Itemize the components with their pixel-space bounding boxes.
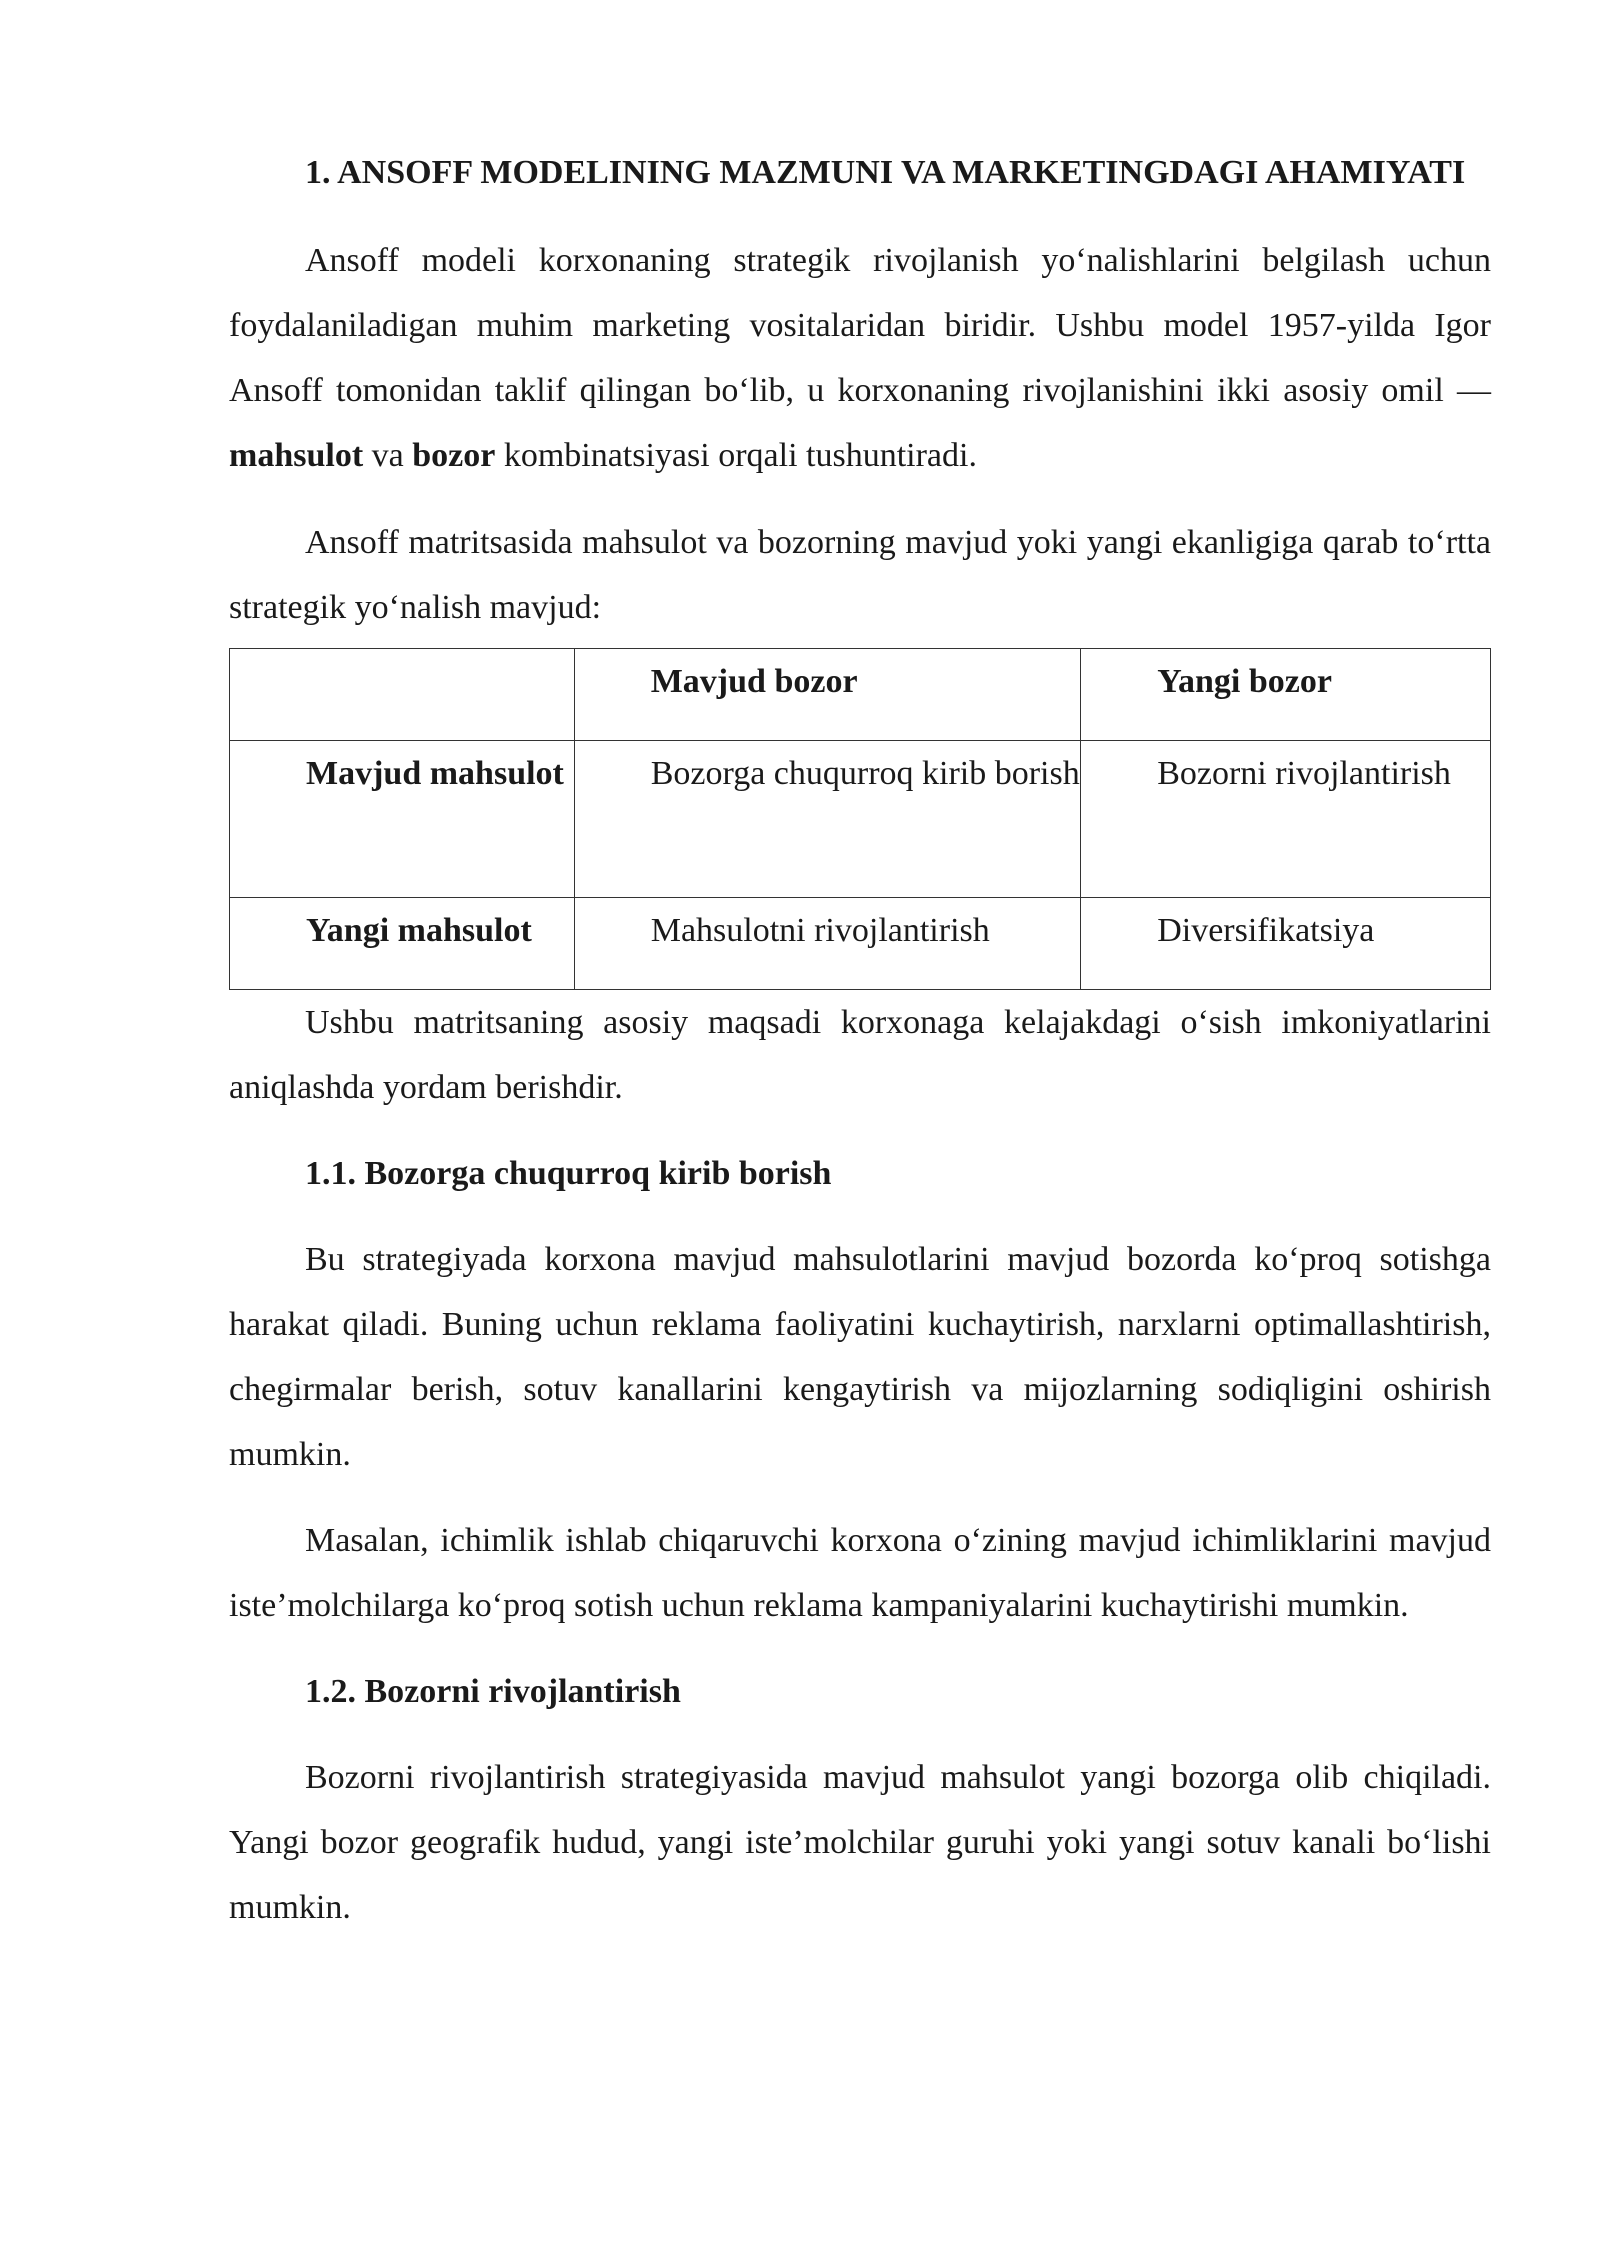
matrix-intro-paragraph: Ansoff matritsasida mahsulot va bozorning mavjud yoki yangi ekanligiga qarab to‘rtta strategik yo‘nalish mavjud:: [229, 524, 1491, 626]
intro-text-2: va: [363, 437, 413, 474]
table-corner-cell: [230, 649, 575, 741]
subsection-1-1-paragraph-2: Masalan, ichimlik ishlab chiqaruvchi korxona o‘zining mavjud ichimliklarini mavjud iste’molchilarga ko‘proq sotish uchun reklama kampaniyalarini kuchaytirishi mumkin.: [229, 1522, 1491, 1624]
table-cell: Bozorga chuqurroq kirib borish: [574, 741, 1080, 898]
table-row: [230, 898, 1491, 990]
section-heading: 1. ANSOFF MODELINING MAZMUNI VA MARKETINGDAGI AHAMIYATI: [305, 154, 1466, 191]
table-cell: Diversifikatsiya: [1081, 898, 1491, 990]
intro-text-3: kombinatsiyasi orqali tushuntiradi.: [495, 437, 977, 474]
matrix-outro-paragraph: Ushbu matritsaning asosiy maqsadi korxonaga kelajakdagi o‘sish imkoniyatlarini aniqlashda yordam berishdir.: [229, 1004, 1491, 1106]
subsection-title-1-1: 1.1. Bozorga chuqurroq kirib borish: [305, 1155, 832, 1192]
document-page: [229, 140, 1491, 1940]
table-row-label-new-product: Yangi mahsulot: [230, 898, 575, 990]
table-header-existing-market: Mavjud bozor: [574, 649, 1080, 741]
intro-paragraph: [229, 228, 1491, 488]
table-cell: Mahsulotni rivojlantirish: [574, 898, 1080, 990]
ansoff-matrix-table: [229, 648, 1491, 990]
table-row: [230, 649, 1491, 741]
subsection-title-1-2: 1.2. Bozorni rivojlantirish: [305, 1673, 681, 1710]
intro-text-1: Ansoff modeli korxonaning strategik rivojlanish yo‘nalishlarini belgilash uchun foydalaniladigan muhim marketing vositalaridan biridir. Ushbu model 1957-yilda Igor Ansoff tomonidan taklif qilingan bo‘lib, u korxonaning rivojlanishini ikki asosiy omil —: [229, 242, 1491, 409]
subsection-1-1-paragraph-1: Bu strategiyada korxona mavjud mahsulotlarini mavjud bozorda ko‘proq sotishga harakat qiladi. Buning uchun reklama faoliyatini kuchaytirish, narxlarni optimallashtirish, chegirmalar berish, sotuv kanallarini kengaytirish va mijozlarning sodiqligini oshirish mumkin.: [229, 1241, 1491, 1473]
table-row: [230, 741, 1491, 898]
table-header-new-market: Yangi bozor: [1081, 649, 1491, 741]
intro-bold-product: mahsulot: [229, 437, 364, 474]
table-cell: Bozorni rivojlantirish: [1081, 741, 1491, 898]
subsection-1-2-paragraph-1: Bozorni rivojlantirish strategiyasida mavjud mahsulot yangi bozorga olib chiqiladi. Yangi bozor geografik hudud, yangi iste’molchilar guruhi yoki yangi sotuv kanali bo‘lishi mumkin.: [229, 1759, 1491, 1926]
table-row-label-existing-product: Mavjud mahsulot: [230, 741, 575, 898]
intro-bold-market: bozor: [412, 437, 496, 474]
